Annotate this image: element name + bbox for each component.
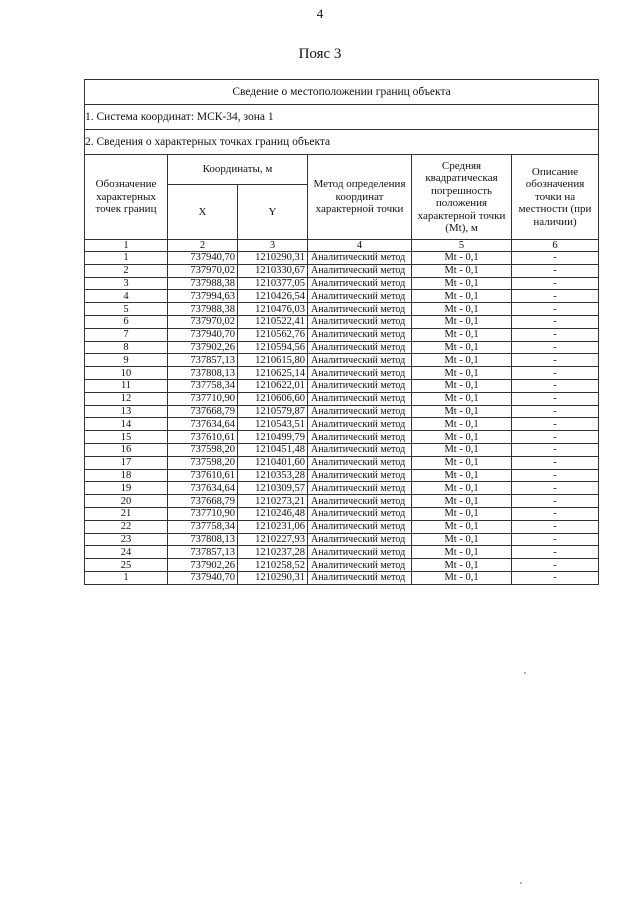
x-coordinate-cell: 737710,90 <box>168 392 238 405</box>
x-coordinate-cell: 737598,20 <box>168 456 238 469</box>
zone-title: Пояс 3 <box>298 46 342 62</box>
header-coordinates: Координаты, м <box>168 155 308 185</box>
method-cell: Аналитический метод <box>308 405 412 418</box>
method-cell: Аналитический метод <box>308 379 412 392</box>
column-number: 2 <box>168 240 238 252</box>
point-id-cell: 9 <box>85 354 168 367</box>
table-row <box>85 482 599 495</box>
y-coordinate-cell: 1210237,28 <box>238 546 308 559</box>
y-coordinate-cell: 1210290,31 <box>238 252 308 265</box>
point-id-cell: 12 <box>85 392 168 405</box>
point-id-cell: 1 <box>85 252 168 265</box>
error-cell: Mt - 0,1 <box>412 495 512 508</box>
x-coordinate-cell: 737634,64 <box>168 482 238 495</box>
point-id-cell: 10 <box>85 367 168 380</box>
error-cell: Mt - 0,1 <box>412 546 512 559</box>
header-error: Средняя квадратическая погрешность положения характерной точки (Mt), м <box>412 155 512 240</box>
column-number: 5 <box>412 240 512 252</box>
y-coordinate-cell: 1210622,01 <box>238 379 308 392</box>
description-cell: - <box>512 469 599 482</box>
table-row <box>85 354 599 367</box>
point-id-cell: 2 <box>85 264 168 277</box>
coordinate-system: 1. Система координат: МСК-34, зона 1 <box>85 105 599 130</box>
x-coordinate-cell: 737970,02 <box>168 264 238 277</box>
point-id-cell: 25 <box>85 559 168 572</box>
method-cell: Аналитический метод <box>308 431 412 444</box>
error-cell: Mt - 0,1 <box>412 315 512 328</box>
y-coordinate-cell: 1210231,06 <box>238 520 308 533</box>
point-id-cell: 4 <box>85 290 168 303</box>
x-coordinate-cell: 737940,70 <box>168 571 238 584</box>
y-coordinate-cell: 1210476,03 <box>238 303 308 316</box>
x-coordinate-cell: 737857,13 <box>168 354 238 367</box>
method-cell: Аналитический метод <box>308 482 412 495</box>
description-cell: - <box>512 354 599 367</box>
description-cell: - <box>512 431 599 444</box>
method-cell: Аналитический метод <box>308 443 412 456</box>
method-cell: Аналитический метод <box>308 341 412 354</box>
table-row <box>85 303 599 316</box>
error-cell: Mt - 0,1 <box>412 418 512 431</box>
method-cell: Аналитический метод <box>308 252 412 265</box>
point-id-cell: 21 <box>85 507 168 520</box>
table-row <box>85 559 599 572</box>
y-coordinate-cell: 1210625,14 <box>238 367 308 380</box>
error-cell: Mt - 0,1 <box>412 290 512 303</box>
x-coordinate-cell: 737610,61 <box>168 469 238 482</box>
description-cell: - <box>512 507 599 520</box>
table-row <box>85 571 599 584</box>
x-coordinate-cell: 737668,79 <box>168 495 238 508</box>
point-id-cell: 20 <box>85 495 168 508</box>
method-cell: Аналитический метод <box>308 315 412 328</box>
description-cell: - <box>512 546 599 559</box>
error-cell: Mt - 0,1 <box>412 405 512 418</box>
description-cell: - <box>512 303 599 316</box>
y-coordinate-cell: 1210543,51 <box>238 418 308 431</box>
y-coordinate-cell: 1210330,67 <box>238 264 308 277</box>
error-cell: Mt - 0,1 <box>412 303 512 316</box>
table-row <box>85 431 599 444</box>
table-row <box>85 469 599 482</box>
method-cell: Аналитический метод <box>308 303 412 316</box>
error-cell: Mt - 0,1 <box>412 456 512 469</box>
y-coordinate-cell: 1210522,41 <box>238 315 308 328</box>
method-cell: Аналитический метод <box>308 507 412 520</box>
x-coordinate-cell: 737610,61 <box>168 431 238 444</box>
y-coordinate-cell: 1210615,80 <box>238 354 308 367</box>
x-coordinate-cell: 737902,26 <box>168 341 238 354</box>
table-row <box>85 405 599 418</box>
x-coordinate-cell: 737988,38 <box>168 303 238 316</box>
method-cell: Аналитический метод <box>308 277 412 290</box>
x-coordinate-cell: 737808,13 <box>168 367 238 380</box>
table-row <box>85 495 599 508</box>
table-row <box>85 367 599 380</box>
error-cell: Mt - 0,1 <box>412 277 512 290</box>
y-coordinate-cell: 1210579,87 <box>238 405 308 418</box>
y-coordinate-cell: 1210273,21 <box>238 495 308 508</box>
y-coordinate-cell: 1210401,60 <box>238 456 308 469</box>
point-id-cell: 15 <box>85 431 168 444</box>
y-coordinate-cell: 1210426,54 <box>238 290 308 303</box>
x-coordinate-cell: 737598,20 <box>168 443 238 456</box>
description-cell: - <box>512 571 599 584</box>
point-id-cell: 24 <box>85 546 168 559</box>
column-number: 6 <box>512 240 599 252</box>
method-cell: Аналитический метод <box>308 559 412 572</box>
page-number: 4 <box>316 6 324 21</box>
point-id-cell: 3 <box>85 277 168 290</box>
table-row <box>85 392 599 405</box>
error-cell: Mt - 0,1 <box>412 328 512 341</box>
x-coordinate-cell: 737940,70 <box>168 252 238 265</box>
description-cell: - <box>512 328 599 341</box>
table-row <box>85 533 599 546</box>
description-cell: - <box>512 315 599 328</box>
error-cell: Mt - 0,1 <box>412 264 512 277</box>
description-cell: - <box>512 367 599 380</box>
x-coordinate-cell: 737970,02 <box>168 315 238 328</box>
x-coordinate-cell: 737710,90 <box>168 507 238 520</box>
point-id-cell: 18 <box>85 469 168 482</box>
error-cell: Mt - 0,1 <box>412 431 512 444</box>
description-cell: - <box>512 341 599 354</box>
description-cell: - <box>512 482 599 495</box>
table-row <box>85 328 599 341</box>
characteristic-points-heading: 2. Сведения о характерных точках границ объекта <box>85 130 599 155</box>
method-cell: Аналитический метод <box>308 264 412 277</box>
error-cell: Mt - 0,1 <box>412 559 512 572</box>
header-description: Описание обозначения точки на местности (при наличии) <box>512 155 599 240</box>
description-cell: - <box>512 520 599 533</box>
x-coordinate-cell: 737988,38 <box>168 277 238 290</box>
point-id-cell: 7 <box>85 328 168 341</box>
method-cell: Аналитический метод <box>308 469 412 482</box>
description-cell: - <box>512 290 599 303</box>
description-cell: - <box>512 277 599 290</box>
scan-speck <box>524 672 526 674</box>
point-id-cell: 23 <box>85 533 168 546</box>
table-row <box>85 520 599 533</box>
boundary-table <box>84 79 599 585</box>
error-cell: Mt - 0,1 <box>412 482 512 495</box>
error-cell: Mt - 0,1 <box>412 341 512 354</box>
description-cell: - <box>512 379 599 392</box>
method-cell: Аналитический метод <box>308 354 412 367</box>
description-cell: - <box>512 533 599 546</box>
error-cell: Mt - 0,1 <box>412 252 512 265</box>
y-coordinate-cell: 1210562,76 <box>238 328 308 341</box>
y-coordinate-cell: 1210290,31 <box>238 571 308 584</box>
table-row <box>85 277 599 290</box>
error-cell: Mt - 0,1 <box>412 354 512 367</box>
x-coordinate-cell: 737668,79 <box>168 405 238 418</box>
table-row <box>85 507 599 520</box>
x-coordinate-cell: 737994,63 <box>168 290 238 303</box>
error-cell: Mt - 0,1 <box>412 469 512 482</box>
x-coordinate-cell: 737758,34 <box>168 379 238 392</box>
point-id-cell: 8 <box>85 341 168 354</box>
table-row <box>85 443 599 456</box>
y-coordinate-cell: 1210353,28 <box>238 469 308 482</box>
method-cell: Аналитический метод <box>308 546 412 559</box>
scan-speck <box>520 882 522 884</box>
error-cell: Mt - 0,1 <box>412 533 512 546</box>
x-coordinate-cell: 737857,13 <box>168 546 238 559</box>
error-cell: Mt - 0,1 <box>412 571 512 584</box>
table-row <box>85 546 599 559</box>
table-row <box>85 418 599 431</box>
description-cell: - <box>512 252 599 265</box>
header-x: X <box>168 185 238 240</box>
table-row <box>85 456 599 469</box>
description-cell: - <box>512 559 599 572</box>
header-method: Метод определения координат характерной точки <box>308 155 412 240</box>
method-cell: Аналитический метод <box>308 520 412 533</box>
method-cell: Аналитический метод <box>308 367 412 380</box>
y-coordinate-cell: 1210246,48 <box>238 507 308 520</box>
y-coordinate-cell: 1210258,52 <box>238 559 308 572</box>
method-cell: Аналитический метод <box>308 495 412 508</box>
description-cell: - <box>512 456 599 469</box>
y-coordinate-cell: 1210227,93 <box>238 533 308 546</box>
table-row <box>85 264 599 277</box>
error-cell: Mt - 0,1 <box>412 507 512 520</box>
x-coordinate-cell: 737758,34 <box>168 520 238 533</box>
header-y: Y <box>238 185 308 240</box>
table-title: Сведение о местоположении границ объекта <box>85 80 599 105</box>
method-cell: Аналитический метод <box>308 290 412 303</box>
description-cell: - <box>512 405 599 418</box>
error-cell: Mt - 0,1 <box>412 379 512 392</box>
x-coordinate-cell: 737808,13 <box>168 533 238 546</box>
table-row <box>85 252 599 265</box>
method-cell: Аналитический метод <box>308 418 412 431</box>
method-cell: Аналитический метод <box>308 533 412 546</box>
table-row <box>85 379 599 392</box>
error-cell: Mt - 0,1 <box>412 392 512 405</box>
point-id-cell: 14 <box>85 418 168 431</box>
error-cell: Mt - 0,1 <box>412 520 512 533</box>
column-number: 4 <box>308 240 412 252</box>
error-cell: Mt - 0,1 <box>412 367 512 380</box>
method-cell: Аналитический метод <box>308 456 412 469</box>
table-row <box>85 315 599 328</box>
point-id-cell: 13 <box>85 405 168 418</box>
point-id-cell: 6 <box>85 315 168 328</box>
y-coordinate-cell: 1210594,56 <box>238 341 308 354</box>
table-row <box>85 341 599 354</box>
point-id-cell: 17 <box>85 456 168 469</box>
y-coordinate-cell: 1210377,05 <box>238 277 308 290</box>
point-id-cell: 19 <box>85 482 168 495</box>
y-coordinate-cell: 1210499,79 <box>238 431 308 444</box>
point-id-cell: 1 <box>85 571 168 584</box>
description-cell: - <box>512 495 599 508</box>
description-cell: - <box>512 418 599 431</box>
method-cell: Аналитический метод <box>308 328 412 341</box>
x-coordinate-cell: 737940,70 <box>168 328 238 341</box>
table-row <box>85 290 599 303</box>
y-coordinate-cell: 1210606,60 <box>238 392 308 405</box>
column-number: 3 <box>238 240 308 252</box>
x-coordinate-cell: 737634,64 <box>168 418 238 431</box>
method-cell: Аналитический метод <box>308 392 412 405</box>
y-coordinate-cell: 1210451,48 <box>238 443 308 456</box>
x-coordinate-cell: 737902,26 <box>168 559 238 572</box>
point-id-cell: 11 <box>85 379 168 392</box>
description-cell: - <box>512 264 599 277</box>
point-id-cell: 22 <box>85 520 168 533</box>
y-coordinate-cell: 1210309,57 <box>238 482 308 495</box>
error-cell: Mt - 0,1 <box>412 443 512 456</box>
description-cell: - <box>512 392 599 405</box>
header-point: Обозначение характерных точек границ <box>85 155 168 240</box>
point-id-cell: 5 <box>85 303 168 316</box>
method-cell: Аналитический метод <box>308 571 412 584</box>
point-id-cell: 16 <box>85 443 168 456</box>
description-cell: - <box>512 443 599 456</box>
column-number: 1 <box>85 240 168 252</box>
